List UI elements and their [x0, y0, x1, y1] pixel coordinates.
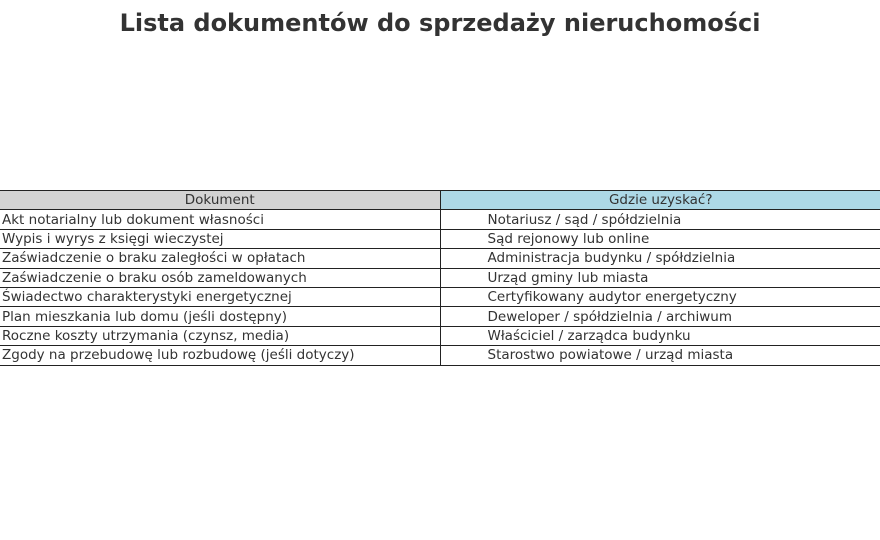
- document-cell: Plan mieszkania lub domu (jeśli dostępny): [0, 307, 440, 326]
- table-row: [0, 346, 880, 365]
- table-title: Lista dokumentów do sprzedaży nieruchomości: [119, 9, 761, 37]
- table-row: [0, 326, 880, 345]
- document-cell: Zaświadczenie o braku zaległości w opłatach: [0, 249, 440, 268]
- source-cell: Sąd rejonowy lub online: [440, 229, 880, 248]
- document-cell: Roczne koszty utrzymania (czynsz, media): [0, 326, 440, 345]
- table-row: [0, 229, 880, 248]
- source-cell: Notariusz / sąd / spółdzielnia: [440, 210, 880, 229]
- document-cell: Zgody na przebudowę lub rozbudowę (jeśli dotyczy): [0, 346, 440, 365]
- table-row: [0, 268, 880, 287]
- source-cell: Administracja budynku / spółdzielnia: [440, 249, 880, 268]
- source-cell: Starostwo powiatowe / urząd miasta: [440, 346, 880, 365]
- table-header-row: [0, 191, 880, 210]
- table-row: [0, 210, 880, 229]
- source-cell: Deweloper / spółdzielnia / archiwum: [440, 307, 880, 326]
- column-header-source: Gdzie uzyskać?: [440, 191, 880, 210]
- documents-table: [0, 190, 880, 366]
- document-cell: Świadectwo charakterystyki energetycznej: [0, 287, 440, 306]
- source-cell: Właściciel / zarządca budynku: [440, 326, 880, 345]
- table-row: [0, 307, 880, 326]
- document-cell: Wypis i wyrys z księgi wieczystej: [0, 229, 440, 248]
- source-cell: Urząd gminy lub miasta: [440, 268, 880, 287]
- table-row: [0, 249, 880, 268]
- document-cell: Zaświadczenie o braku osób zameldowanych: [0, 268, 440, 287]
- source-cell: Certyfikowany audytor energetyczny: [440, 287, 880, 306]
- table-row: [0, 287, 880, 306]
- document-cell: Akt notarialny lub dokument własności: [0, 210, 440, 229]
- column-header-document: Dokument: [0, 191, 440, 210]
